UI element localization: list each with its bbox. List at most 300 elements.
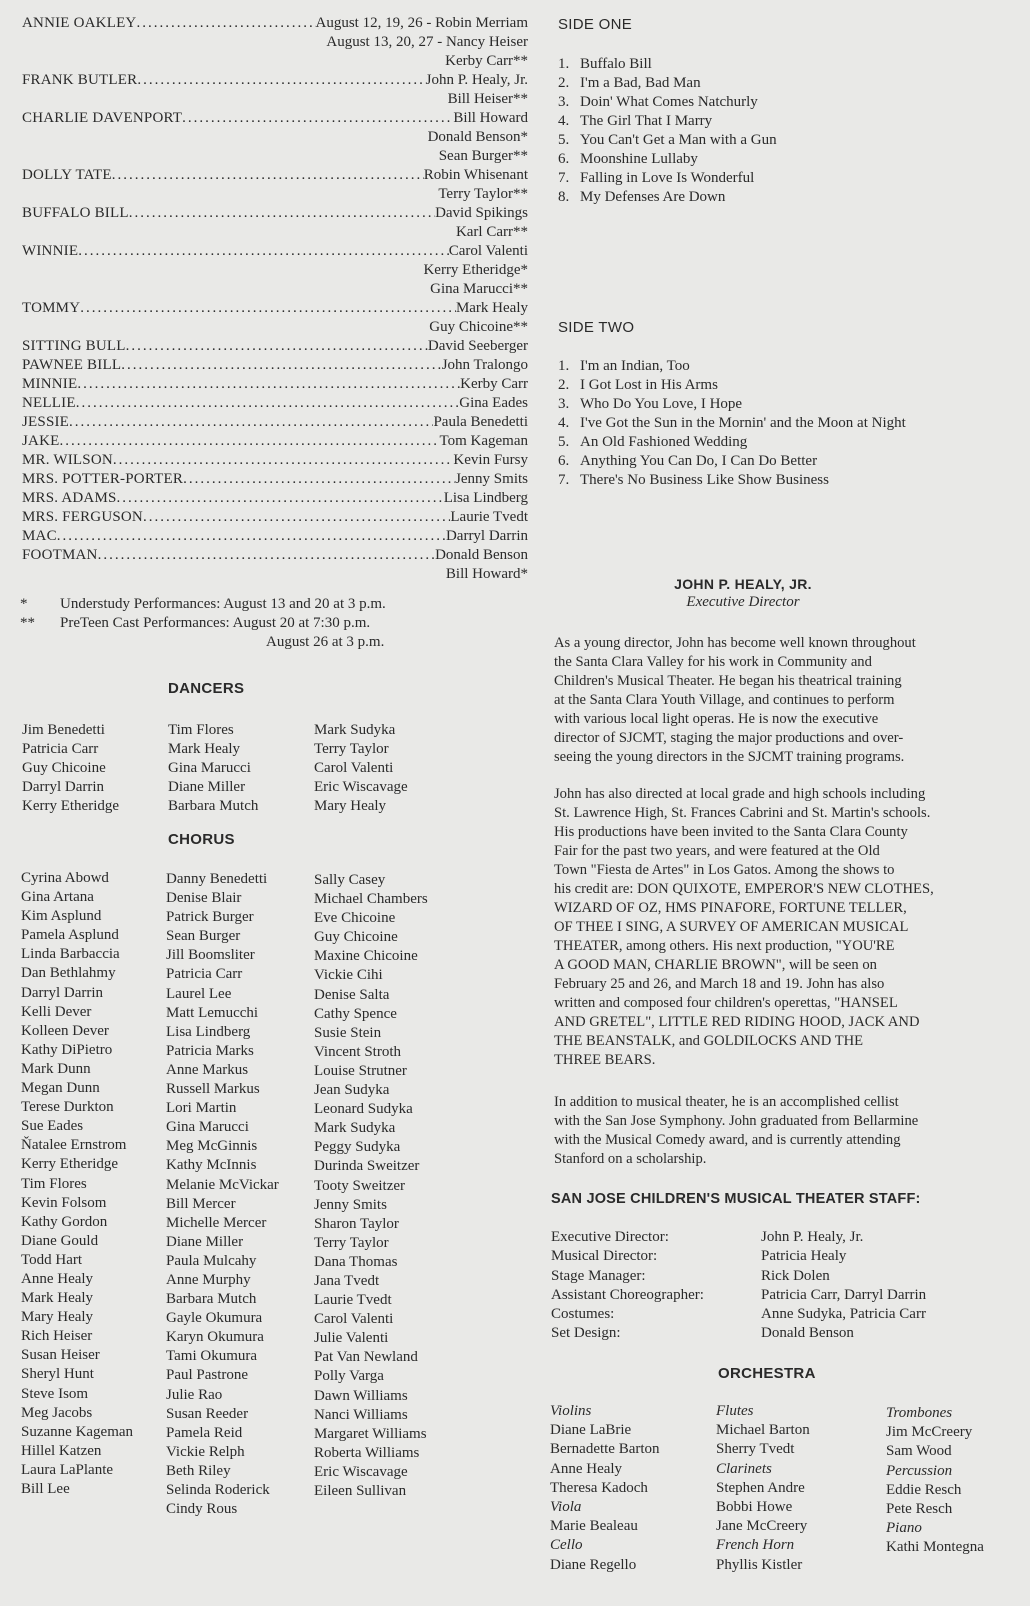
bio-line: As a young director, John has become well known throughout: [554, 635, 916, 651]
cast-actor: David Seeberger: [427, 338, 528, 354]
person-name: Barbara Mutch: [166, 1291, 257, 1308]
person-name: Suzanne Kageman: [21, 1423, 134, 1440]
staff-name: Patricia Carr, Darryl Darrin: [761, 1286, 927, 1303]
song-title: My Defenses Are Down: [580, 189, 726, 205]
leader-dots: [78, 242, 449, 261]
person-name: Laura LaPlante: [21, 1461, 114, 1478]
leader-dots: [117, 489, 444, 508]
person-name: Gayle Okumura: [166, 1310, 263, 1327]
cast-role: MRS. POTTER-PORTER: [22, 471, 184, 487]
cast-role: ANNIE OAKLEY: [22, 15, 137, 31]
person-name: Eric Wiscavage: [314, 1463, 408, 1480]
song-number: 8.: [558, 189, 570, 205]
person-name: Kerry Etheridge: [22, 798, 120, 815]
person-name: Terry Taylor: [314, 741, 389, 758]
song-item: [558, 188, 777, 207]
bio-line: THE BEANSTALK, and GOLDILOCKS AND THE: [554, 1033, 864, 1049]
cast-role: SITTING BULL: [22, 338, 126, 354]
instrument-label: Clarinets: [716, 1460, 772, 1477]
cast-alternate: Donald Benson*: [427, 129, 528, 145]
orchestra-column: [716, 1402, 810, 1575]
cast-row: [22, 375, 528, 394]
song-title: Anything You Can Do, I Can Do Better: [580, 453, 818, 469]
cast-row: [22, 109, 528, 128]
instrument-label: French Horn: [716, 1537, 795, 1554]
person-name: Todd Hart: [21, 1251, 83, 1268]
song-item: [558, 376, 906, 395]
person-name: Susan Reeder: [166, 1405, 249, 1422]
dancers-heading: DANCERS: [168, 680, 245, 697]
cast-actor: Kevin Fursy: [453, 452, 528, 468]
leader-dots: [112, 166, 424, 185]
song-number: 4.: [558, 113, 570, 129]
person-name: Patricia Marks: [166, 1042, 254, 1059]
person-name: Diane Gould: [21, 1232, 99, 1249]
cast-alternate: Bill Heiser**: [447, 91, 528, 107]
person-name: Bill Lee: [21, 1481, 70, 1497]
person-name: Sally Casey: [314, 872, 386, 888]
cast-actor: Mark Healy: [455, 300, 528, 316]
side-two-heading: SIDE TWO: [558, 319, 635, 336]
instrument-label: Cello: [550, 1537, 583, 1554]
song-item: [558, 55, 777, 74]
bio-line: OF THEE I SING, A SURVEY OF AMERICAN MUSICAL: [554, 919, 909, 935]
staff-name: Donald Benson: [761, 1325, 854, 1342]
song-number: 7.: [558, 170, 570, 186]
cast-actor: Bill Howard: [453, 110, 528, 126]
person-name: Cathy Spence: [314, 1005, 397, 1022]
person-name: Anne Markus: [166, 1061, 249, 1078]
song-title: There's No Business Like Show Business: [580, 472, 829, 488]
person-name: Susan Heiser: [21, 1347, 100, 1364]
staff-role: Executive Director:: [551, 1229, 669, 1245]
cast-row: [22, 242, 528, 261]
person-name: Terese Durkton: [21, 1099, 114, 1116]
cast-role: DOLLY TATE: [22, 167, 112, 183]
cast-row: [22, 451, 528, 470]
dancers-column: [314, 721, 408, 816]
person-name: Mark Sudyka: [314, 722, 396, 738]
person-name: Julie Valenti: [314, 1330, 389, 1347]
person-name: Durinda Sweitzer: [314, 1158, 420, 1175]
musician-name: Anne Healy: [550, 1460, 623, 1477]
person-name: Barbara Mutch: [168, 798, 259, 815]
instrument-label: Piano: [886, 1520, 922, 1537]
person-name: Mary Healy: [314, 798, 387, 815]
song-item: [558, 433, 906, 452]
person-name: Roberta Williams: [314, 1444, 420, 1461]
person-name: Michelle Mercer: [166, 1214, 267, 1231]
person-name: Jim Benedetti: [22, 722, 105, 738]
bio-line: Stanford on a scholarship.: [554, 1151, 707, 1167]
staff-role: Costumes:: [551, 1306, 615, 1323]
leader-dots: [69, 413, 433, 432]
bio-line: In addition to musical theater, he is an accomplished cellist: [554, 1094, 899, 1110]
chorus-column: [166, 870, 279, 1519]
staff-role: Musical Director:: [551, 1248, 658, 1265]
cast-list: [22, 14, 528, 584]
musician-name: Eddie Resch: [886, 1481, 962, 1498]
person-name: Steve Isom: [21, 1385, 89, 1402]
cast-actor: Laurie Tvedt: [450, 509, 528, 525]
person-name: Sean Burger: [166, 928, 241, 945]
person-name: Kevin Folsom: [21, 1194, 107, 1211]
person-name: Polly Varga: [314, 1368, 384, 1385]
staff-heading: SAN JOSE CHILDREN'S MUSICAL THEATER STAFF:: [551, 1191, 921, 1207]
cast-alternate: Kerry Etheridge*: [423, 262, 528, 278]
person-name: Cindy Rous: [166, 1501, 238, 1518]
leader-dots: [183, 470, 455, 489]
person-name: Tami Okumura: [166, 1348, 258, 1365]
cast-row: [22, 337, 528, 356]
person-name: Mark Healy: [21, 1290, 94, 1307]
song-number: 1.: [558, 56, 570, 72]
person-name: Kathy Gordon: [21, 1213, 108, 1230]
person-name: Matt Lemucchi: [166, 1004, 259, 1021]
person-name: Dan Bethlahmy: [21, 965, 116, 982]
cast-row: [22, 489, 528, 508]
bio-line: THEATER, among others. His next production, "YOU'RE: [554, 938, 895, 954]
bio-paragraph-2: [554, 785, 998, 1070]
person-name: Karyn Okumura: [166, 1329, 264, 1346]
song-item: [558, 112, 777, 131]
cast-actor: Donald Benson: [435, 547, 528, 563]
person-name: Kathy McInnis: [166, 1157, 257, 1174]
song-item: [558, 150, 777, 169]
song-item: [558, 471, 906, 490]
person-name: Eileen Sullivan: [314, 1483, 407, 1499]
person-name: Guy Chicoine: [314, 929, 398, 946]
person-name: Vickie Relph: [166, 1443, 245, 1460]
dancers-column: [22, 721, 119, 816]
leader-dots: [59, 432, 439, 451]
cast-role: CHARLIE DAVENPORT: [22, 110, 183, 126]
person-name: Kim Asplund: [21, 908, 102, 925]
person-name: Anne Healy: [21, 1270, 94, 1287]
staff-role: Stage Manager:: [551, 1267, 646, 1284]
cast-role: NELLIE: [22, 395, 76, 411]
cast-actor: John Tralongo: [441, 357, 528, 373]
person-name: Pamela Reid: [166, 1424, 243, 1441]
musician-name: Theresa Kadoch: [550, 1479, 648, 1496]
cast-actor: Paula Benedetti: [433, 414, 528, 430]
leader-dots: [77, 375, 460, 394]
person-name: Megan Dunn: [21, 1080, 100, 1097]
person-name: Carol Valenti: [314, 760, 394, 777]
person-name: Melanie McVickar: [166, 1176, 279, 1193]
bio-line: John has also directed at local grade and high schools including: [554, 786, 926, 802]
bio-line: at the Santa Clara Youth Village, and continues to perform: [554, 692, 895, 708]
musician-name: Jim McCreery: [886, 1424, 973, 1441]
person-name: Patricia Carr: [166, 966, 243, 983]
cast-alternate: Kerby Carr**: [445, 53, 528, 69]
cast-role: MINNIE: [22, 376, 78, 392]
person-name: Vincent Stroth: [314, 1043, 402, 1060]
chorus-column: [314, 871, 428, 1501]
note-text: PreTeen Cast Performances: August 20 at 7:30 p.m.: [60, 615, 371, 631]
musician-name: Marie Bealeau: [550, 1518, 638, 1535]
leader-dots: [113, 451, 454, 470]
bio-line: his credit are: DON QUIXOTE, EMPEROR'S NEW CLOTHES,: [554, 881, 934, 897]
cast-row: [22, 432, 528, 451]
song-title: I'm a Bad, Bad Man: [580, 75, 701, 91]
staff-list: [551, 1228, 926, 1344]
person-name: Diane Miller: [168, 779, 246, 796]
bio-line: St. Lawrence High, St. Frances Cabrini and St. Martin's schools.: [554, 805, 931, 821]
instrument-label: Percussion: [886, 1462, 953, 1479]
side-one-heading: SIDE ONE: [558, 16, 633, 33]
staff-role: Set Design:: [551, 1325, 621, 1342]
musician-name: Jane McCreery: [716, 1518, 808, 1535]
cast-role: PAWNEE BILL: [22, 357, 122, 373]
staff-name: John P. Healy, Jr.: [761, 1229, 864, 1245]
leader-dots: [136, 14, 315, 33]
person-name: Gina Artana: [21, 889, 94, 906]
person-name: Jenny Smits: [314, 1196, 387, 1213]
person-name: Mark Dunn: [21, 1060, 91, 1077]
bio-paragraph-1: [554, 634, 998, 767]
leader-dots: [182, 109, 453, 128]
cast-actor: Gina Eades: [459, 395, 528, 411]
bio-line: WIZARD OF OZ, HMS PINAFORE, FORTUNE TELLER,: [554, 900, 907, 916]
person-name: Laurel Lee: [166, 985, 232, 1002]
note-row: [20, 595, 520, 614]
person-name: Kolleen Dever: [21, 1022, 109, 1039]
musician-name: Phyllis Kistler: [716, 1556, 803, 1573]
song-number: 5.: [558, 132, 570, 148]
staff-row: [551, 1228, 926, 1247]
song-title: I've Got the Sun in the Mornin' and the Moon at Night: [580, 415, 906, 431]
bio-line: His productions have been invited to the Santa Clara County: [554, 824, 908, 840]
musician-name: Diane Regello: [550, 1556, 637, 1573]
cast-actor: Carol Valenti: [448, 243, 528, 259]
person-name: Ňatalee Ernstrom: [21, 1137, 127, 1154]
bio-name: JOHN P. HEALY, JR.: [674, 576, 812, 592]
orchestra-heading: ORCHESTRA: [718, 1365, 816, 1382]
person-name: Cyrina Abowd: [21, 870, 109, 886]
person-name: Vickie Cihi: [314, 967, 383, 984]
person-name: Pat Van Newland: [314, 1349, 418, 1366]
song-number: 3.: [558, 396, 570, 412]
song-title: An Old Fashioned Wedding: [580, 434, 748, 450]
bio-line: director of SJCMT, staging the major productions and over-: [554, 730, 904, 746]
side-one-songs: [558, 55, 777, 207]
leader-dots: [98, 546, 436, 565]
bio-line: with the Musical Comedy award, and is currently attending: [554, 1132, 901, 1148]
cast-actor: August 12, 19, 26 - Robin Merriam: [315, 15, 528, 31]
person-name: Paula Mulcahy: [166, 1252, 257, 1269]
person-name: Darryl Darrin: [21, 984, 104, 1001]
cast-row: [22, 71, 528, 90]
instrument-label: Flutes: [716, 1403, 754, 1419]
musician-name: Sam Wood: [886, 1443, 952, 1460]
person-name: Laurie Tvedt: [314, 1292, 392, 1309]
song-title: Doin' What Comes Natchurly: [580, 94, 758, 110]
bio-header: [550, 575, 936, 612]
song-item: [558, 452, 906, 471]
note-continuation: August 26 at 3 p.m.: [266, 634, 385, 650]
person-name: Kelli Dever: [21, 1003, 92, 1020]
cast-row: [22, 356, 528, 375]
person-name: Patricia Carr: [22, 741, 99, 758]
cast-alternate: Bill Howard*: [445, 566, 528, 582]
person-name: Anne Murphy: [166, 1271, 251, 1288]
song-title: You Can't Get a Man with a Gun: [580, 132, 777, 148]
cast-row: [22, 546, 528, 565]
cast-row: [22, 204, 528, 223]
person-name: Eve Chicoine: [314, 910, 396, 927]
cast-alternate: Gina Marucci**: [430, 281, 528, 297]
musician-name: Kathi Montegna: [886, 1539, 984, 1556]
staff-row: [551, 1286, 926, 1305]
song-item: [558, 169, 777, 188]
side-two-songs: [558, 357, 906, 490]
performance-notes: [20, 595, 520, 652]
bio-line: with the San Jose Symphony. John graduated from Bellarmine: [554, 1113, 919, 1129]
leader-dots: [76, 394, 460, 413]
chorus-heading: CHORUS: [168, 831, 235, 848]
leader-dots: [143, 508, 450, 527]
staff-row: [551, 1267, 926, 1286]
song-number: 7.: [558, 472, 570, 488]
person-name: Gina Marucci: [166, 1119, 249, 1136]
person-name: Pamela Asplund: [21, 927, 119, 944]
dancers-column: [168, 721, 258, 816]
musician-name: Sherry Tvedt: [716, 1441, 795, 1458]
staff-name: Rick Dolen: [761, 1267, 830, 1284]
leader-dots: [126, 337, 428, 356]
person-name: Diane Miller: [166, 1233, 244, 1250]
cast-role: JAKE: [22, 433, 60, 449]
song-item: [558, 395, 906, 414]
cast-actor: Lisa Lindberg: [443, 490, 528, 506]
person-name: Lisa Lindberg: [166, 1023, 251, 1040]
instrument-label: Violins: [550, 1403, 592, 1419]
cast-alternate: Karl Carr**: [455, 224, 528, 240]
cast-row: [22, 166, 528, 185]
person-name: Russell Markus: [166, 1081, 260, 1098]
staff-row: [551, 1324, 926, 1343]
song-title: Moonshine Lullaby: [580, 151, 698, 167]
song-item: [558, 357, 906, 376]
bio-line: AND GRETEL", LITTLE RED RIDING HOOD, JACK AND: [554, 1014, 920, 1030]
person-name: Kathy DiPietro: [21, 1041, 113, 1058]
person-name: Rich Heiser: [21, 1328, 93, 1345]
cast-actor: Kerby Carr: [460, 376, 528, 392]
bio-line: the Santa Clara Valley for his work in Community and: [554, 654, 872, 670]
cast-role: JESSIE: [22, 414, 70, 430]
person-name: Jana Tvedt: [314, 1272, 380, 1289]
person-name: Sharon Taylor: [314, 1215, 399, 1232]
bio-line: February 25 and 26, and March 18 and 19. John has also: [554, 976, 885, 992]
song-item: [558, 93, 777, 112]
person-name: Patrick Burger: [166, 909, 254, 926]
cast-role: FOOTMAN: [22, 547, 98, 563]
cast-alternate: Sean Burger**: [438, 148, 528, 164]
cast-actor: John P. Healy, Jr.: [425, 72, 528, 88]
cast-actor: Robin Whisenant: [423, 167, 528, 183]
person-name: Bill Mercer: [166, 1195, 236, 1212]
bio-line: Fair for the past two years, and were featured at the Old: [554, 843, 880, 859]
person-name: Terry Taylor: [314, 1234, 389, 1251]
instrument-label: Trombones: [886, 1405, 953, 1421]
song-title: Buffalo Bill: [580, 56, 652, 72]
person-name: Meg McGinnis: [166, 1138, 258, 1155]
bio-line: with various local light operas. He is now the executive: [554, 711, 879, 727]
person-name: Michael Chambers: [314, 891, 428, 908]
song-number: 2.: [558, 377, 570, 393]
person-name: Mark Sudyka: [314, 1120, 396, 1137]
person-name: Leonard Sudyka: [314, 1101, 413, 1118]
cast-row: [22, 527, 528, 546]
person-name: Denise Salta: [314, 986, 390, 1003]
person-name: Gina Marucci: [168, 760, 251, 777]
cast-actor: Jenny Smits: [455, 471, 528, 487]
person-name: Nanci Williams: [314, 1406, 408, 1423]
person-name: Maxine Chicoine: [314, 948, 418, 965]
cast-role: TOMMY: [22, 300, 81, 316]
song-number: 5.: [558, 434, 570, 450]
cast-role: WINNIE: [22, 243, 79, 259]
bio-line: seeing the young directors in the SJCMT training programs.: [554, 749, 905, 765]
leader-dots: [137, 71, 425, 90]
person-name: Guy Chicoine: [22, 760, 106, 777]
staff-role: Assistant Choreographer:: [551, 1286, 704, 1303]
person-name: Jean Sudyka: [314, 1082, 390, 1099]
person-name: Eric Wiscavage: [314, 779, 408, 796]
person-name: Mark Healy: [168, 741, 241, 758]
person-name: Hillel Katzen: [21, 1442, 102, 1459]
cast-role: MR. WILSON: [22, 452, 113, 468]
song-item: [558, 74, 777, 93]
song-number: 2.: [558, 75, 570, 91]
song-number: 1.: [558, 358, 570, 374]
song-number: 6.: [558, 453, 570, 469]
person-name: Meg Jacobs: [21, 1404, 93, 1421]
staff-row: [551, 1247, 926, 1266]
song-item: [558, 131, 777, 150]
song-title: I'm an Indian, Too: [580, 358, 690, 374]
song-title: The Girl That I Marry: [580, 113, 713, 129]
staff-name: Patricia Healy: [761, 1248, 847, 1265]
orchestra-column: [886, 1404, 984, 1558]
cast-row: [22, 470, 528, 489]
person-name: Julie Rao: [166, 1386, 223, 1403]
orchestra-column: [550, 1402, 660, 1575]
staff-row: [551, 1305, 926, 1324]
song-title: Falling in Love Is Wonderful: [580, 170, 755, 186]
person-name: Sheryl Hunt: [21, 1366, 94, 1383]
bio-line: Children's Musical Theater. He began his theatrical training: [554, 673, 902, 689]
cast-row: [22, 14, 528, 33]
musician-name: Bernadette Barton: [550, 1441, 660, 1458]
person-name: Carol Valenti: [314, 1311, 394, 1328]
cast-role: BUFFALO BILL: [22, 205, 129, 221]
leader-dots: [129, 204, 435, 223]
person-name: Darryl Darrin: [22, 779, 105, 796]
person-name: Mary Healy: [21, 1309, 94, 1326]
person-name: Tim Flores: [168, 722, 234, 738]
person-name: Paul Pastrone: [166, 1367, 249, 1384]
song-number: 6.: [558, 151, 570, 167]
person-name: Danny Benedetti: [166, 871, 268, 887]
song-item: [558, 414, 906, 433]
cast-alternate: Guy Chicoine**: [429, 319, 528, 335]
cast-actor: Darryl Darrin: [445, 528, 528, 544]
person-name: Denise Blair: [166, 890, 242, 907]
note-text: Understudy Performances: August 13 and 20 at 3 p.m.: [60, 596, 386, 612]
bio-paragraph-3: [554, 1093, 998, 1169]
